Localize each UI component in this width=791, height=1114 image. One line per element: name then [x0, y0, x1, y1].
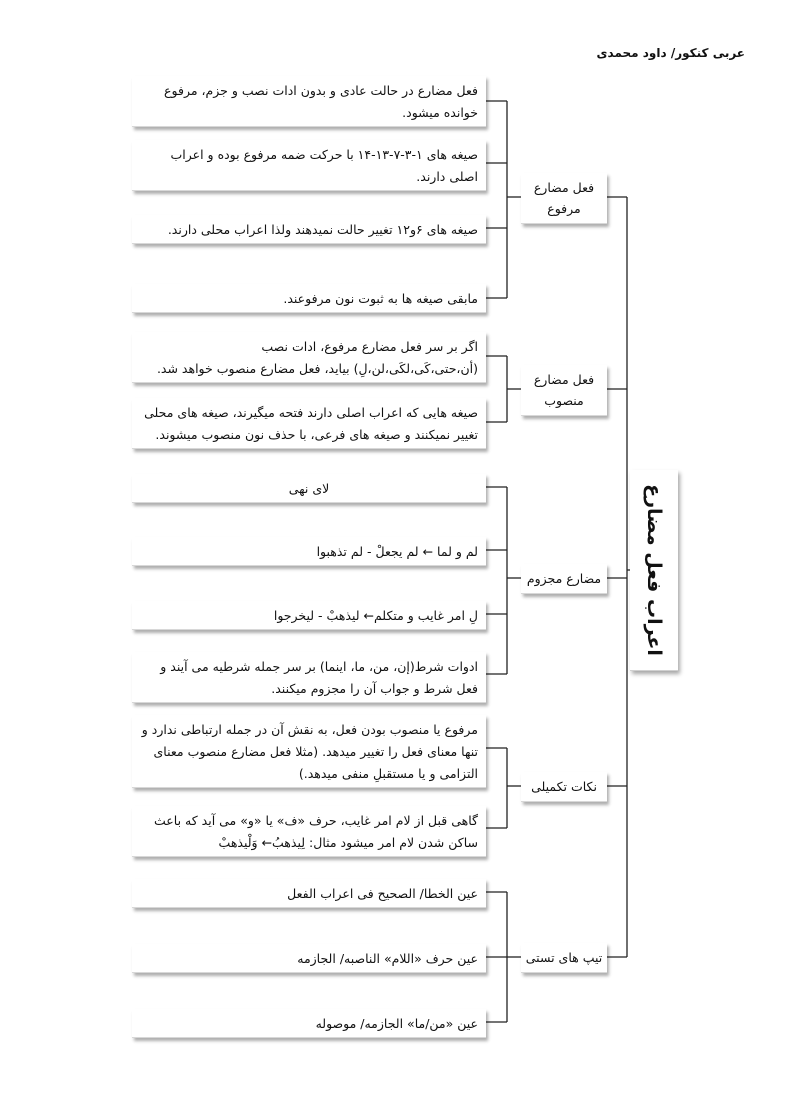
test-type-1: عین الخطا/ الصحیح فی اعراب الفعل [132, 879, 486, 908]
marfu-note-3: صیغه های ۶و۱۲ تغییر حالت نمیدهند ولذا اعراب محلی دارند. [132, 215, 486, 244]
mansub-note-1: اگر بر سر فعل مضارع مرفوع، ادات نصب (أن،حتی،کَی،لکَی،لن،لِ) بیاید، فعل مضارع منصوب خواهد شد. [132, 332, 486, 383]
test-type-2: عین حرف «اللام» الناصبه/ الجازمه [132, 944, 486, 973]
root-title: اعراب فعل مضارع [643, 484, 665, 656]
majzum-note-1: لای نهی [132, 474, 486, 503]
category-majzum: مضارع مجزوم [521, 564, 607, 594]
test-type-3: عین «من/ما» الجازمه/ موصوله [132, 1009, 486, 1038]
majzum-note-2: لم و لما ← لم یجعلْ - لم تذهبوا [132, 537, 486, 566]
marfu-note-4: مابقی صیغه ها به ثبوت نون مرفوعند. [132, 284, 486, 313]
marfu-note-2: صیغه های ۱-۳-۷-۱۳-۱۴ با حرکت ضمه مرفوع بوده و اعراب اصلی دارند. [132, 140, 486, 191]
category-mansub: فعل مضارع منصوب [521, 365, 607, 416]
majzum-note-4: ادوات شرط(إن، من، ما، اینما) بر سر جمله شرطیه می آیند و فعل شرط و جواب آن را مجزوم میکنند. [132, 652, 486, 703]
nokat-note-1: مرفوع یا منصوب بودن فعل، به نقش آن در جمله ارتباطی ندارد و تنها معنای فعل را تغییر میدهد. (مثلا فعل مضارع منصوب معنای التزامی و یا مستقبلِ منفی میدهد.) [132, 715, 486, 788]
root-title-box [630, 470, 678, 671]
marfu-note-1: فعل مضارع در حالت عادی و بدون ادات نصب و جزم، مرفوع خوانده میشود. [132, 76, 486, 127]
nokat-note-2: گاهی قبل از لام امر غایب، حرف «ف» یا «و» می آید که باعث ساکن شدن لام امر میشود مثال: لِیذهبُ← وَلْیذهبْ [132, 806, 486, 857]
category-marfu: فعل مضارع مرفوع [521, 173, 607, 224]
mansub-note-2: صیغه هایی که اعراب اصلی دارند فتحه میگیرند، صیغه های محلی تغییر نمیکنند و صیغه های فرعی، با حذف نون منصوب میشوند. [132, 398, 486, 449]
category-test-types: تیپ های تستی [521, 943, 607, 973]
category-nokat: نکات تکمیلی [521, 772, 607, 802]
author-header: عربی کنکور/ داود محمدی [596, 46, 745, 60]
majzum-note-3: لِ امر غایب و متکلم← لیذهبْ - لیخرجوا [132, 601, 486, 630]
